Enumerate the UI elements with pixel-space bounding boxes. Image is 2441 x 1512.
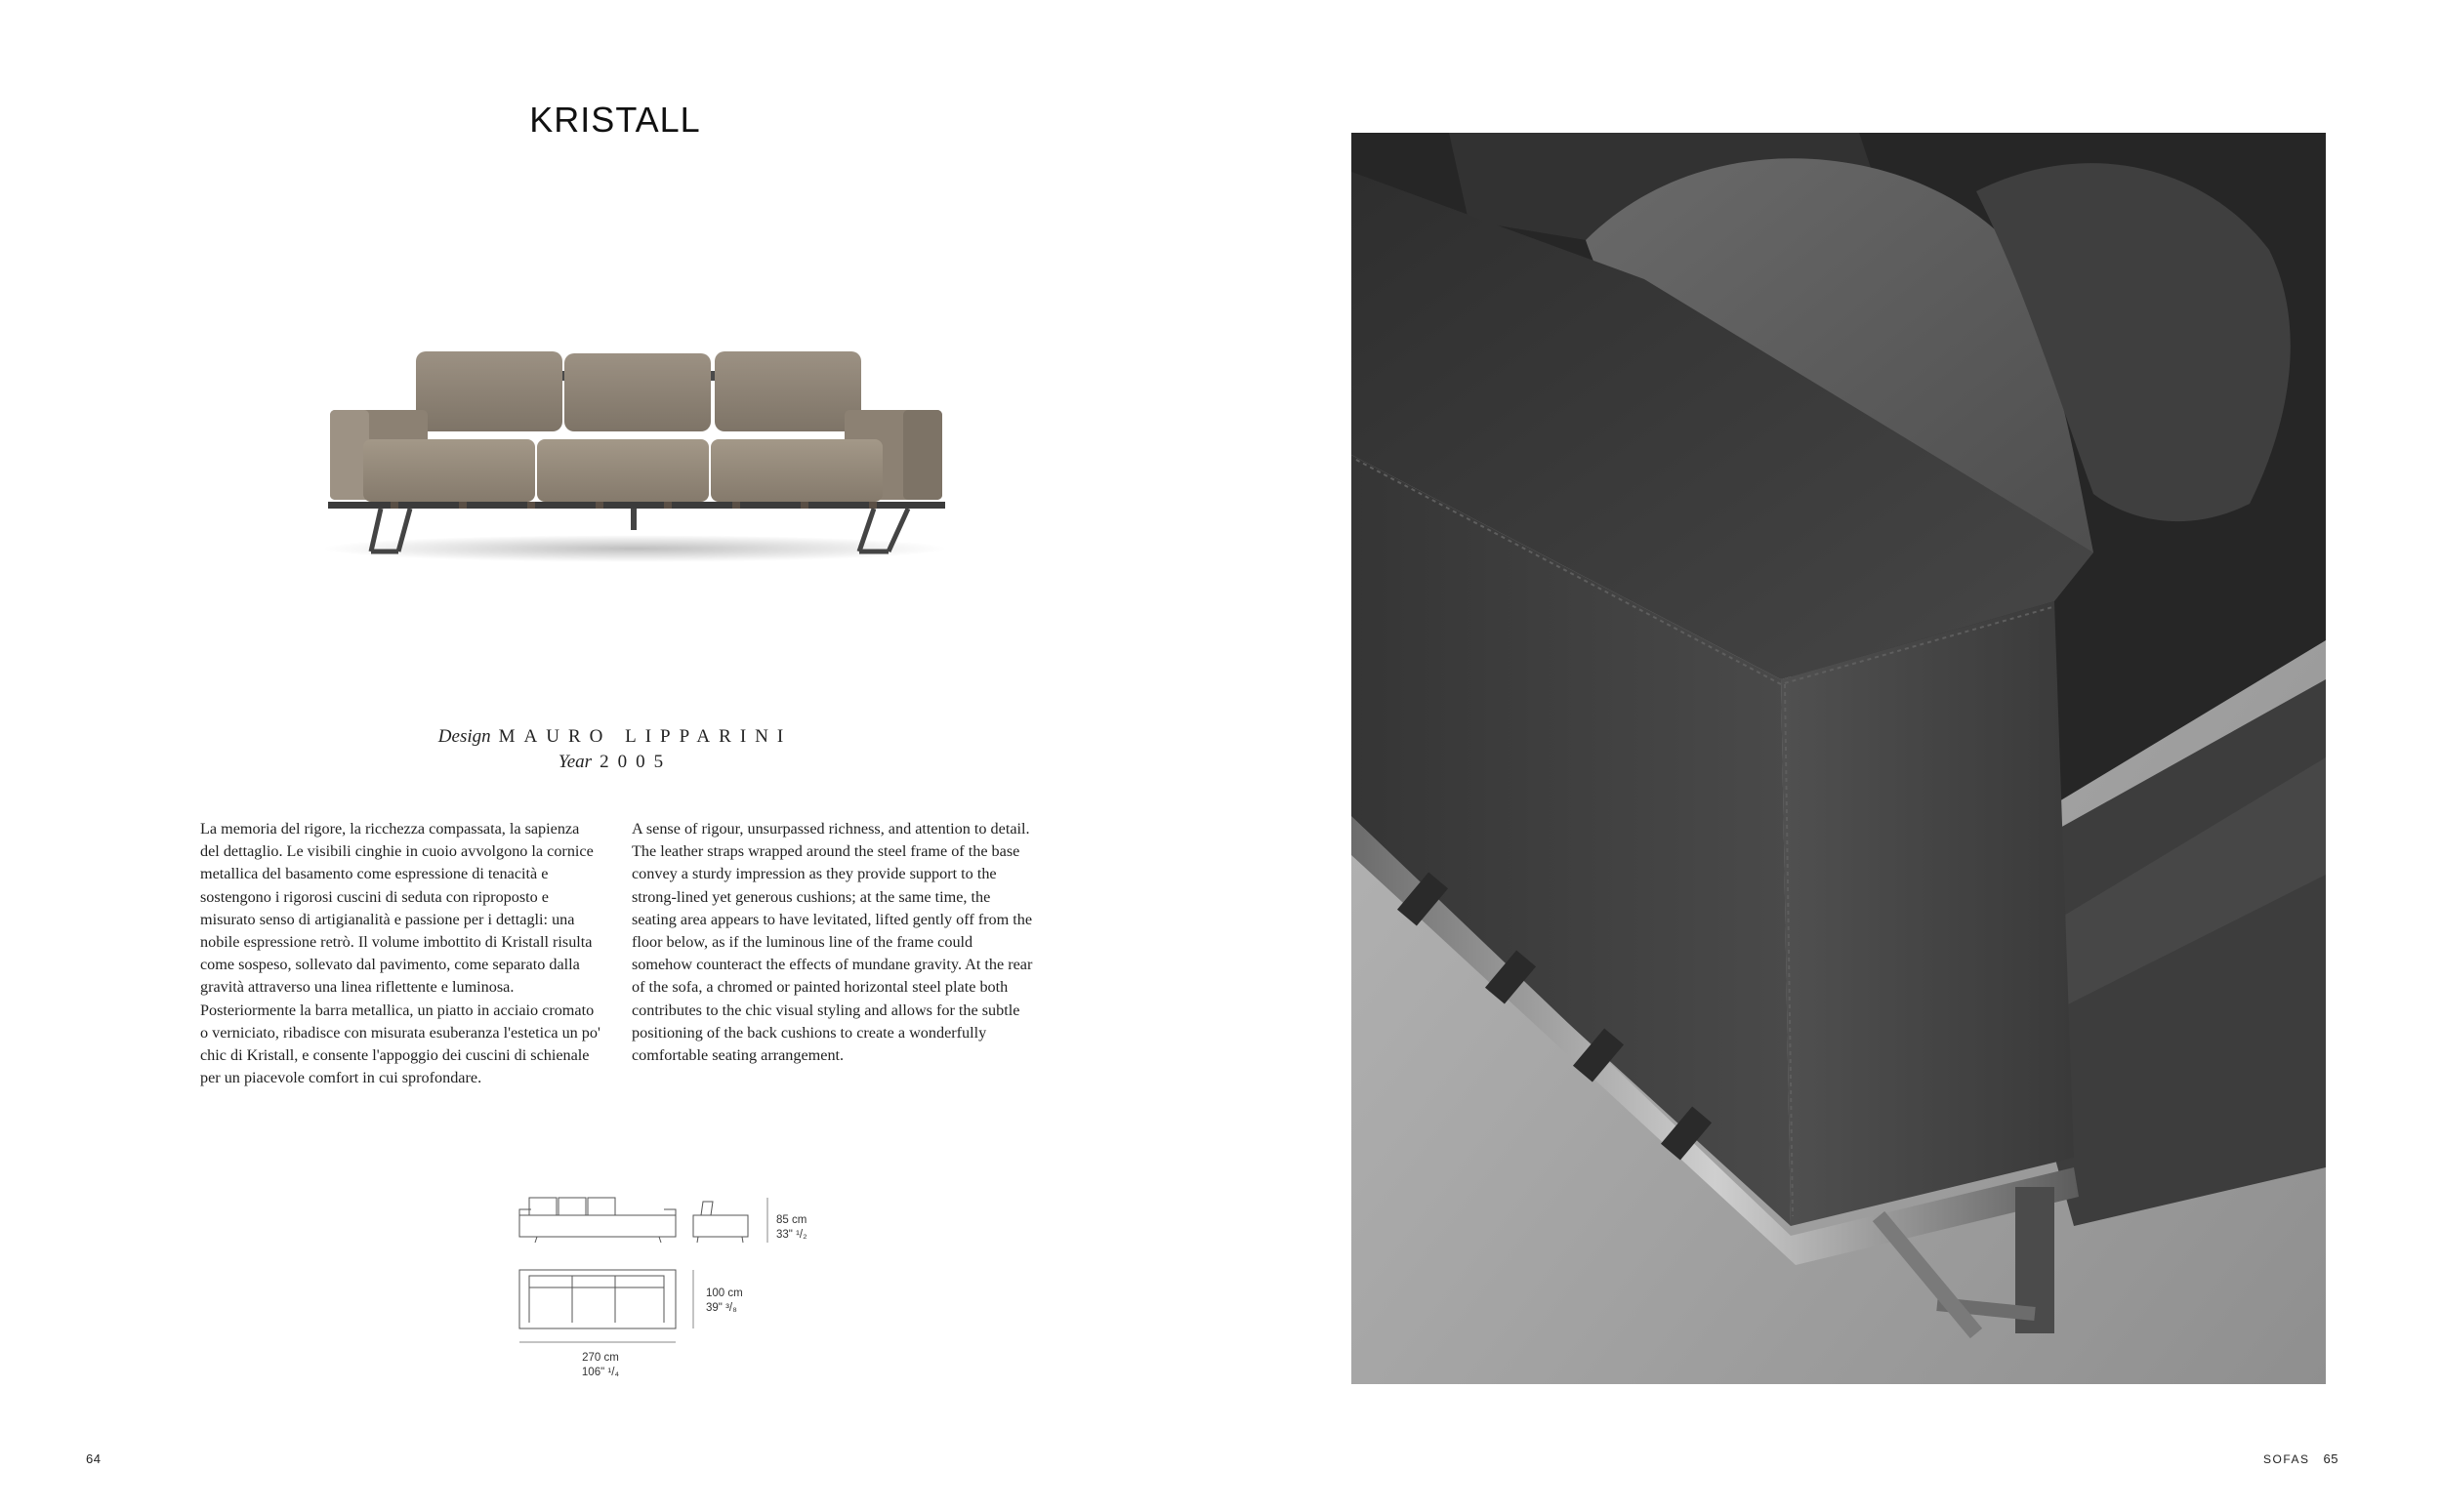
product-title: KRISTALL	[529, 100, 701, 140]
description-english	[632, 818, 1037, 1067]
year-value: 2005	[600, 752, 673, 772]
english-paragraph: A sense of rigour, unsurpassed richness, and attention to detail. The leather straps wrapped around the steel frame of the base convey a sturdy impression as they provide support to the strong-lined yet generous cushions; at the same time, the seating area appears to have levitated, lifted gently off from the floor below, as if the luminous line of the frame could somehow counteract the effects of mundane gravity. At the rear of the sofa, a chromed or painted horizontal steel plate both contributes to the chic visual styling and allows for the subtle positioning of the back cushions to create a wonderfully comfortable seating arrangement.	[632, 820, 1033, 1065]
depth-dimension	[706, 1287, 743, 1316]
design-label: Design	[437, 726, 491, 747]
side-view-drawing	[693, 1198, 767, 1243]
page-number-right: 65	[2323, 1451, 2338, 1466]
sofa-product-image	[312, 322, 957, 586]
footer-right	[2263, 1451, 2338, 1466]
height-dimension	[776, 1213, 807, 1243]
page-number-left: 64	[86, 1451, 102, 1466]
credits	[371, 724, 859, 775]
plan-view-drawing	[519, 1270, 693, 1342]
section-label: SOFAS	[2263, 1452, 2310, 1466]
width-cm: 270 cm	[582, 1352, 619, 1364]
designer-name: MAURO LIPPARINI	[498, 726, 793, 747]
front-view-drawing	[519, 1198, 676, 1243]
width-dimension	[566, 1351, 635, 1380]
height-in: 33" ¹/₂	[776, 1229, 807, 1241]
depth-cm: 100 cm	[706, 1287, 743, 1299]
depth-in: 39" ³/₈	[706, 1302, 737, 1314]
width-in: 106" ¹/₄	[581, 1367, 620, 1378]
year-label: Year	[558, 752, 593, 772]
sofa-detail-photo	[1351, 133, 2326, 1384]
height-cm: 85 cm	[776, 1214, 807, 1226]
year-line	[371, 750, 859, 775]
description-italian	[200, 818, 600, 1089]
italian-paragraph: La memoria del rigore, la ricchezza compassata, la sapienza del dettaglio. Le visibili cinghie in cuoio avvolgono la cornice metallica del basamento come espressione di tenacità e sostengono i rigorosi cuscini di seduta con riproposto e misurato senso di artigianalità e passione per i dettagli: una nobile espressione retrò. Il volume imbottito di Kristall risulta come sospeso, sollevato dal pavimento, come separato dalla gravità attraverso una linea riflettente e luminosa. Posteriormente la barra metallica, un piatto in acciaio cromato o verniciato, ribadisce con misurata esuberanza l'estetica un po' chic di Kristall, e consente l'appoggio dei cuscini di schienale per un piacevole comfort in cui sprofondare.	[200, 820, 600, 1087]
designer-line	[371, 724, 859, 750]
